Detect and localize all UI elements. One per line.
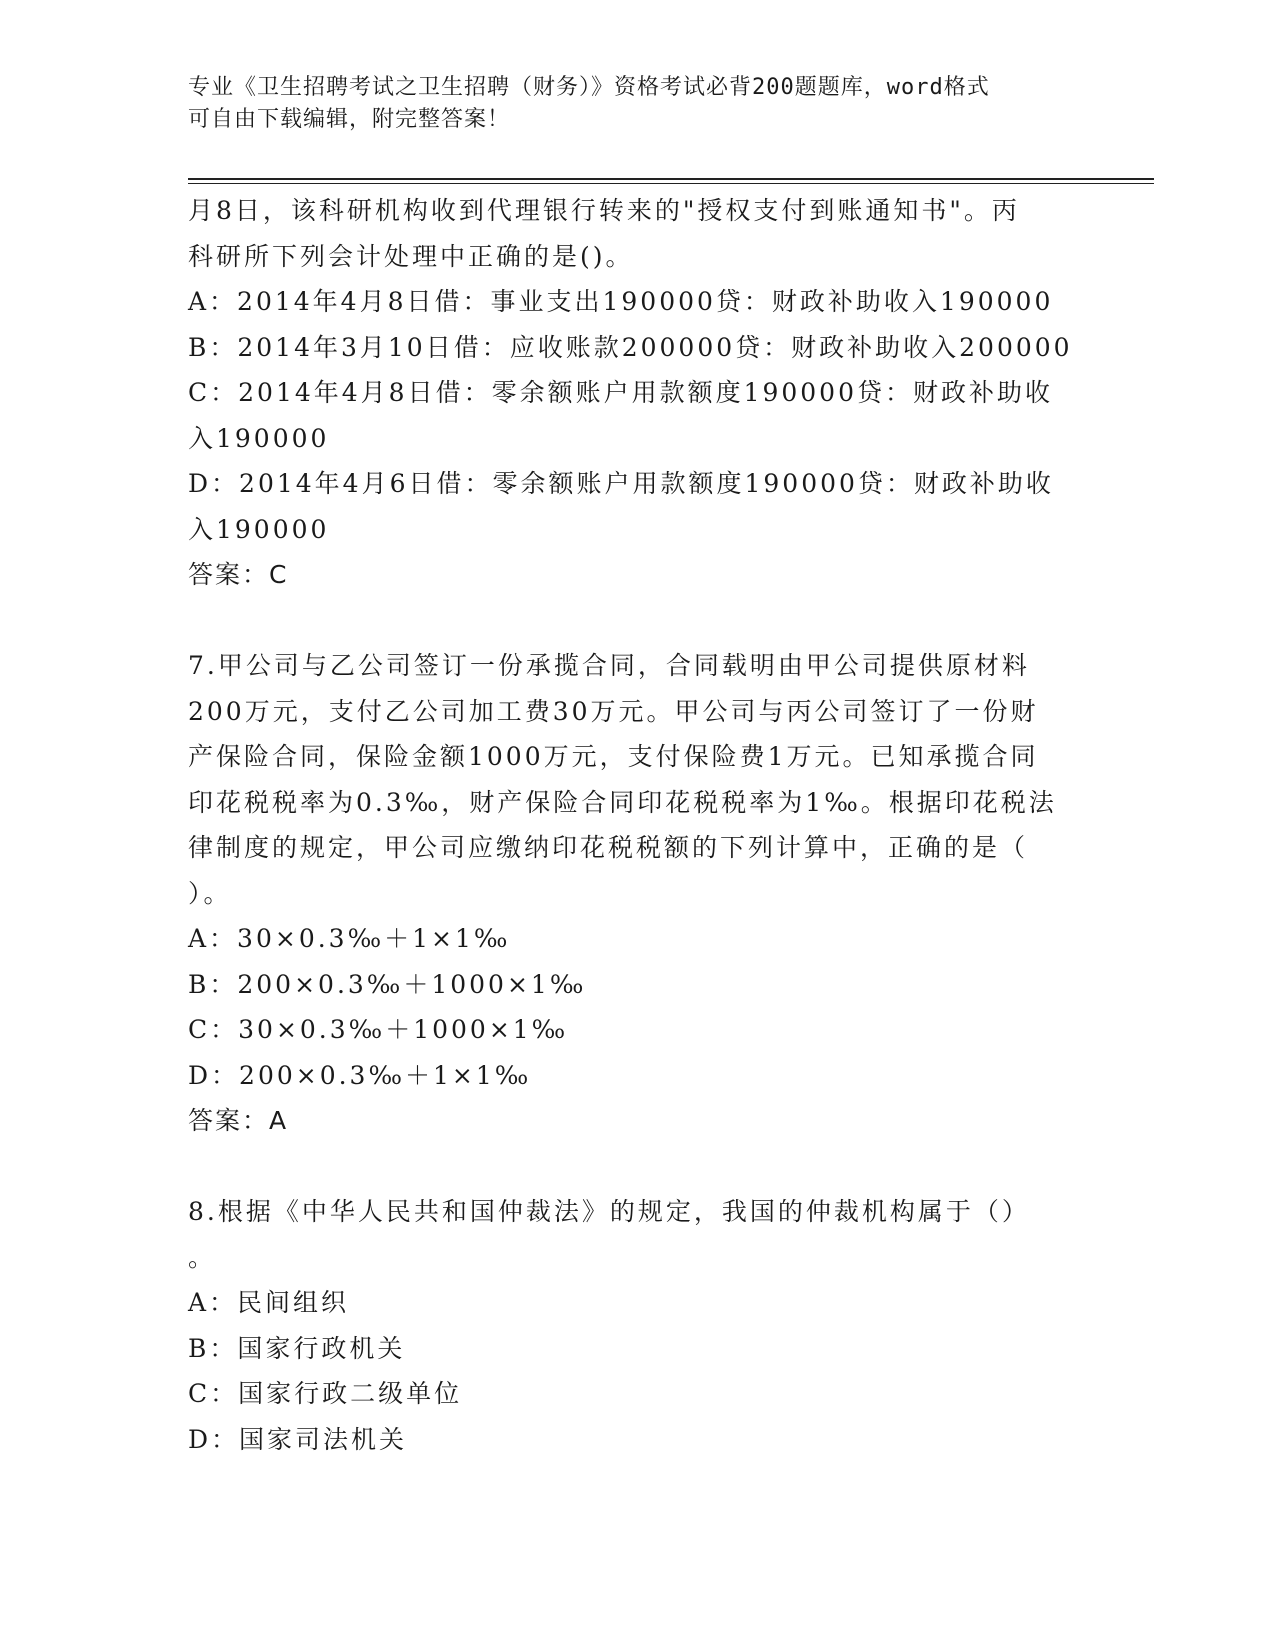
question-stem-line: 产保险合同，保险金额1000万元，支付保险费1万元。已知承揽合同 [188,742,1039,771]
header-title-line-1: 专业《卫生招聘考试之卫生招聘（财务）》资格考试必背200题题库，word格式 [188,75,990,100]
question-7 [188,643,1088,1144]
question-stem-line: 7.甲公司与乙公司签订一份承揽合同，合同载明由甲公司提供原材料 [188,651,1030,680]
option-d: D：2014年4月6日借：零余额账户用款额度190000贷：财政补助收 [188,469,1054,498]
option-c-continued: 入190000 [188,423,330,453]
option-a: A：30×0.3‰＋1×1‰ [188,924,511,953]
option-b: B：2014年3月10日借：应收账款200000贷：财政补助收入200000 [188,332,1073,362]
question-stem-line: 科研所下列会计处理中正确的是()。 [188,241,634,271]
option-b: B：200×0.3‰＋1000×1‰ [188,969,587,999]
option-d: D：国家司法机关 [188,1424,408,1454]
question-stem-line: 200万元，支付乙公司加工费30万元。甲公司与丙公司签订了一份财 [188,696,1039,726]
option-c: C：2014年4月8日借：零余额账户用款额度190000贷：财政补助收 [188,378,1053,407]
question-8 [188,1189,1088,1462]
question-stem-line: 印花税税率为0.3‰，财产保险合同印花税税率为1‰。根据印花税法 [188,787,1057,817]
question-stem-line: 8.根据《中华人民共和国仲裁法》的规定，我国的仲裁机构属于（） [188,1197,1030,1226]
question-stem-line: 律制度的规定，甲公司应缴纳印花税税额的下列计算中，正确的是（ [188,833,1029,862]
question-content [188,188,1088,1462]
header-title-line-2: 可自由下载编辑，附完整答案！ [188,107,511,132]
option-d: D：200×0.3‰＋1×1‰ [188,1060,532,1090]
spacer [188,1144,1088,1190]
question-stem-line: 。 [188,1242,217,1272]
question-stem-line: ）。 [188,878,232,908]
question-stem-line: 月8日，该科研机构收到代理银行转来的"授权支付到账通知书"。丙 [188,196,1020,225]
header-divider-thick [188,178,1154,180]
question-6-continued [188,188,1088,598]
page-header [188,72,1068,136]
answer-label: 答案：C [188,560,289,589]
option-c: C：30×0.3‰＋1000×1‰ [188,1015,569,1044]
option-c: C：国家行政二级单位 [188,1379,463,1408]
option-d-continued: 入190000 [188,514,330,544]
header-divider-thin [188,183,1154,184]
spacer [188,598,1088,644]
answer-label: 答案：A [188,1106,289,1135]
option-a: A：民间组织 [188,1288,350,1317]
option-a: A：2014年4月8日借：事业支出190000贷：财政补助收入190000 [188,287,1054,316]
option-b: B：国家行政机关 [188,1333,406,1363]
